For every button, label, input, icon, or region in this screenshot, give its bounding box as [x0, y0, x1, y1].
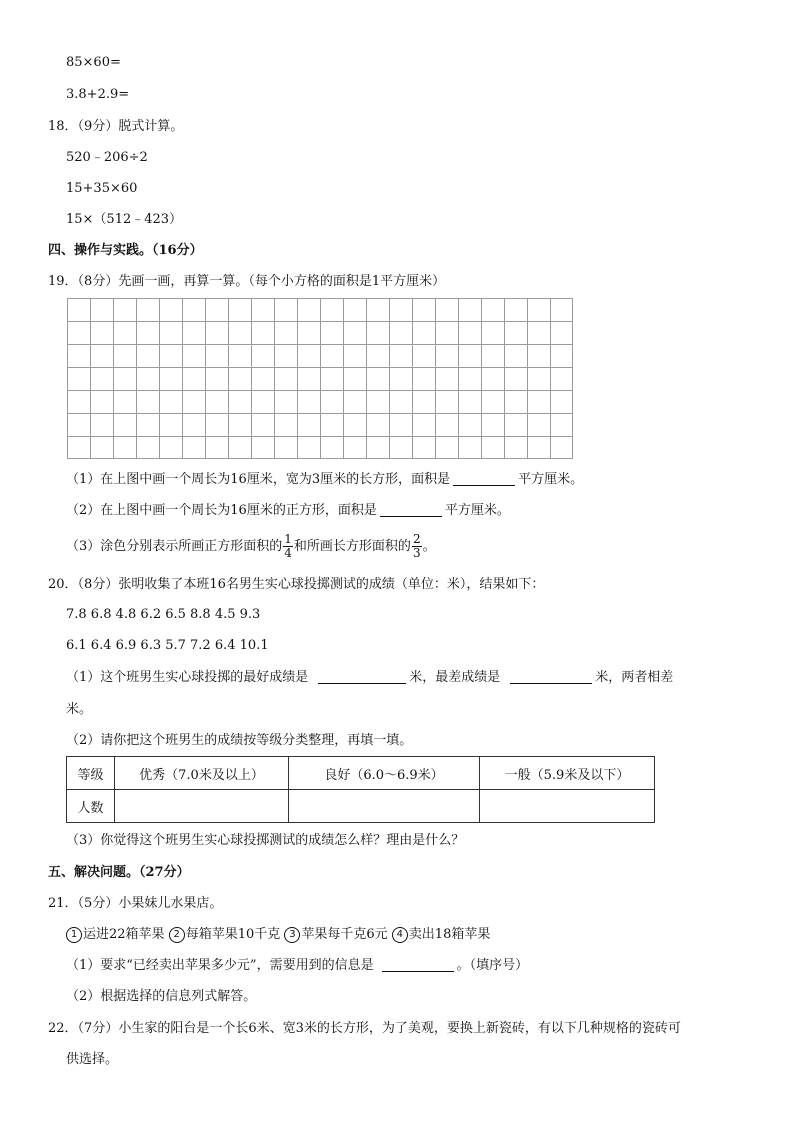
section-4-heading: 四、操作与实践。（16分） [48, 243, 203, 258]
best-score-blank[interactable] [318, 669, 406, 684]
q22-line-1: 22．（7分）小生家的阳台是一个长6米、宽3米的长方形，为了美观，要换上新瓷砖，有以下几种规格的瓷砖可 [48, 1021, 681, 1036]
q19-part3 [66, 533, 436, 560]
q18-item-2: 15+35×60 [66, 181, 138, 196]
q19-part3-text-c: 。 [422, 539, 436, 554]
table-header-cell: 等级 [67, 757, 115, 790]
table-cell-input[interactable] [480, 790, 655, 823]
q21-part1-note: 。（填序号） [456, 958, 529, 973]
q21-option [392, 927, 491, 942]
q21-option-text: 运进22箱苹果 [83, 927, 165, 942]
q19-title: 19．（8分）先画一画，再算一算。（每个小方格的面积是1平方厘米） [48, 274, 446, 289]
q21-part1-text: （1）要求“已经卖出苹果多少元”，需要用到的信息是 [66, 958, 374, 973]
q19-part2-unit: 平方厘米。 [444, 503, 510, 518]
q19-part3-text-b: 和所画长方形面积的 [293, 539, 411, 554]
answer-blank[interactable] [382, 957, 454, 972]
q20-part1-text-b: 米，最差成绩是 [409, 670, 501, 685]
q21-part1 [66, 957, 528, 975]
q18-item-1: 520﹣206÷2 [66, 150, 148, 165]
table-cell-input[interactable] [115, 790, 289, 823]
q21-option-text: 苹果每千克6元 [301, 927, 388, 942]
q21-part2: （2）根据选择的信息列式解答。 [66, 989, 257, 1004]
circled-number-icon: 4 [392, 927, 408, 943]
q19-part1-unit: 平方厘米。 [518, 472, 584, 487]
q19-part1 [66, 471, 583, 489]
table-row [67, 790, 655, 823]
fraction-two-thirds [412, 533, 422, 560]
calc-line-2: 3.8+2.9= [66, 87, 130, 102]
q20-part1-text-c: 米，两者相差 [595, 670, 674, 685]
q19-part2 [66, 502, 510, 520]
q21-option-text: 卖出18箱苹果 [408, 927, 491, 942]
q20-part1 [66, 669, 673, 687]
q20-part2: （2）请你把这个班男生的成绩按等级分类整理，再填一填。 [66, 733, 413, 748]
q18-item-3: 15×（512﹣423） [66, 212, 183, 227]
circled-number-icon: 1 [66, 927, 82, 943]
q21-option [284, 927, 387, 942]
grade-table [66, 756, 655, 823]
q20-part1-cont: 米。 [66, 702, 93, 717]
table-cell-input[interactable] [289, 790, 480, 823]
table-row-label: 人数 [67, 790, 115, 823]
q22-line-2: 供选择。 [66, 1052, 119, 1067]
circled-number-icon: 2 [169, 927, 185, 943]
table-header-cell: 优秀（7.0米及以上） [115, 757, 289, 790]
answer-blank[interactable] [380, 502, 442, 517]
q19-part1-text: （1）在上图中画一个周长为16厘米，宽为3厘米的长方形，面积是 [66, 472, 451, 487]
calc-line-1: 85×60= [66, 55, 121, 70]
q20-part3: （3）你觉得这个班男生实心球投掷测试的成绩怎么样？理由是什么？ [66, 833, 465, 848]
q21-option-text: 每箱苹果10千克 [185, 927, 281, 942]
table-header-cell: 一般（5.9米及以下） [480, 757, 655, 790]
fraction-denominator: 3 [412, 546, 421, 560]
section-5-heading: 五、解决问题。（27分） [48, 865, 190, 880]
fraction-numerator: 1 [284, 532, 292, 546]
q20-part1-text-a: （1）这个班男生实心球投掷的最好成绩是 [66, 670, 309, 685]
fraction-denominator: 4 [284, 546, 292, 560]
q21-option [169, 927, 281, 942]
q21-options [66, 926, 490, 944]
q20-title: 20．（8分）张明收集了本班16名男生实心球投掷测试的成绩（单位：米），结果如下： [48, 577, 545, 592]
circled-number-icon: 3 [284, 927, 300, 943]
table-header-row [67, 757, 655, 790]
square-grid [67, 298, 573, 459]
fraction-numerator: 2 [412, 532, 421, 546]
answer-blank[interactable] [453, 471, 515, 486]
q19-part3-text-a: （3）涂色分别表示所画正方形面积的 [66, 539, 283, 554]
q20-data-line-2: 6.1 6.4 6.9 6.3 5.7 7.2 6.4 10.1 [66, 638, 269, 653]
q21-option [66, 927, 165, 942]
fraction-one-quarter [283, 533, 293, 560]
q20-data-line-1: 7.8 6.8 4.8 6.2 6.5 8.8 4.5 9.3 [66, 607, 261, 622]
q18-title: 18．（9分）脱式计算。 [48, 119, 184, 134]
q19-part2-text: （2）在上图中画一个周长为16厘米的正方形，面积是 [66, 503, 377, 518]
table-header-cell: 良好（6.0～6.9米） [289, 757, 480, 790]
worst-score-blank[interactable] [510, 669, 592, 684]
q21-title: 21．（5分）小果妹儿水果店。 [48, 896, 223, 911]
